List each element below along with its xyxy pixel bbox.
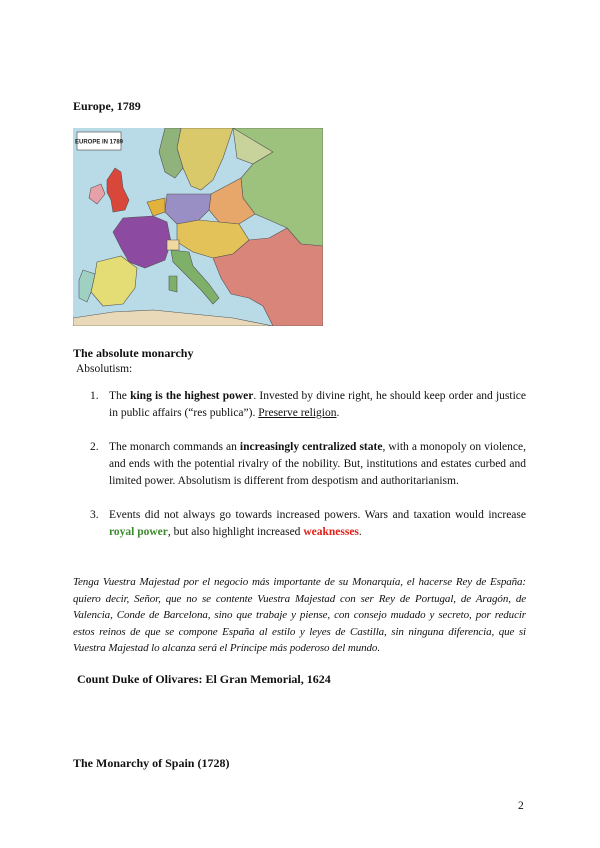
list-text: , but also highlight increased <box>167 526 304 538</box>
list-text: Events did not always go towards increased powers. Wars and taxation would increase <box>109 509 526 521</box>
list-number: 2. <box>90 441 99 453</box>
list-text: . <box>336 407 340 419</box>
list-text: The monarch commands an <box>109 441 240 453</box>
list-bold-text: king is the highest power <box>130 390 254 402</box>
underlined-text: Preserve religion <box>258 407 337 419</box>
list-number: 3. <box>90 509 99 521</box>
green-highlight-text: royal power <box>109 526 168 538</box>
absolutism-points <box>90 388 526 541</box>
map-label: EUROPE IN 1789 <box>74 139 124 146</box>
list-item <box>90 388 526 422</box>
olivares-quote: Tenga Vuestra Majestad por el negocio más importante de su Monarquía, el hacerse Rey de España: quiero decir, Señor, que no se contente Vuestra Majestad con ser Rey de Portugal, de Aragón, de Valencia, Conde de Barcelona, sino que trabaje y piense, con consejo mudado y secreto, por reducir estos reinos de que se compone España al estilo y leyes de Castilla, sin ninguna diferencia, que si Vuestra Majestad lo alcanza será el Príncipe más poderoso del mundo. <box>73 576 526 655</box>
absolutism-label: Absolutism: <box>76 363 133 375</box>
list-text: . <box>358 526 362 538</box>
europe-1789-map <box>73 128 323 326</box>
page-number: 2 <box>518 800 524 812</box>
list-text: , with a monopoly on violence, and ends with the potential rivalry of the nobility. But, institutions and estates curbed and limited power. Absolutism is different from despotism and authoritarianism. <box>109 441 526 487</box>
list-item <box>90 439 526 490</box>
map-switzerland <box>167 240 179 250</box>
list-number: 1. <box>90 390 99 402</box>
map-sardinia <box>169 276 177 292</box>
list-bold-text: increasingly centralized state <box>239 441 383 453</box>
quote-attribution: Count Duke of Olivares: El Gran Memorial, 1624 <box>77 672 331 686</box>
section-title-absolute-monarchy: The absolute monarchy <box>73 346 194 360</box>
red-highlight-text: weaknesses <box>303 526 359 538</box>
section-title-monarchy-spain: The Monarchy of Spain (1728) <box>73 756 230 770</box>
list-item <box>90 507 526 541</box>
section-title-europe: Europe, 1789 <box>73 99 141 113</box>
list-text: . Invested by divine right, he should keep order and justice in public affairs (“res publica”). <box>109 390 526 419</box>
list-text: The <box>109 390 131 402</box>
map-svg <box>73 128 323 326</box>
